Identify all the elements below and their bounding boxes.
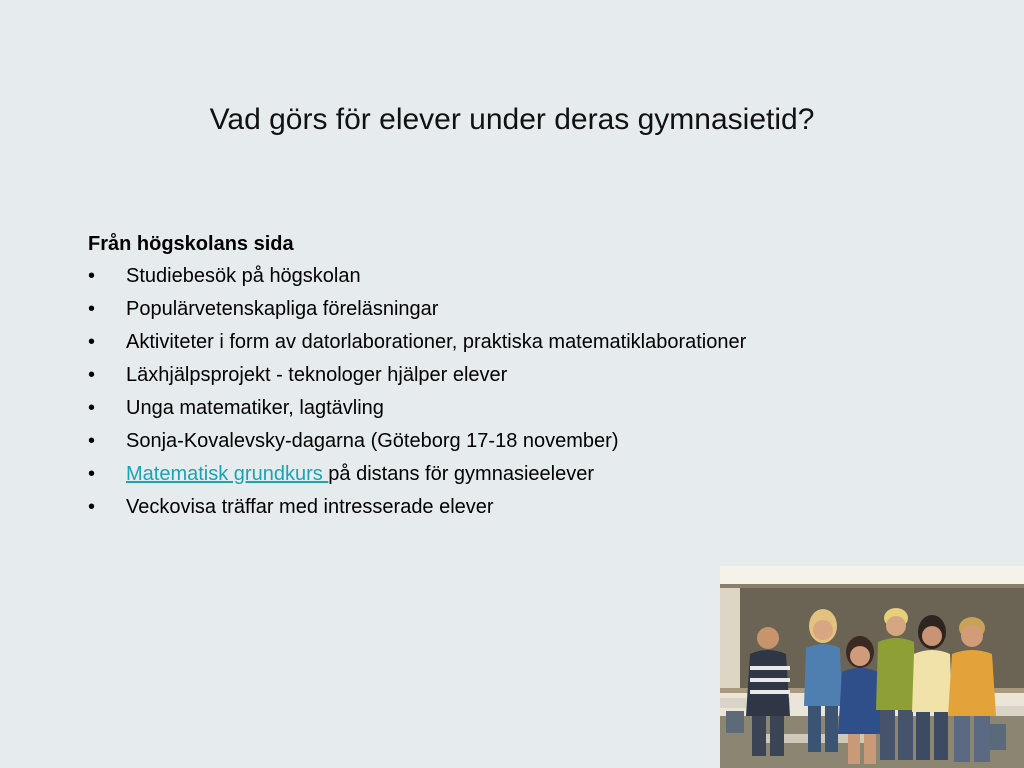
list-item (88, 392, 968, 425)
list-item-text: Veckovisa träffar med intresserade elever (126, 496, 494, 518)
list-item (88, 491, 968, 524)
list-item (88, 260, 968, 293)
bullet-icon: • (88, 430, 96, 452)
bullet-icon: • (88, 331, 96, 353)
list-item-text: Unga matematiker, lagtävling (126, 397, 384, 419)
slide-title: Vad görs för elever under deras gymnasietid? (209, 103, 815, 136)
students-photo (720, 566, 1024, 768)
bullet-icon: • (88, 298, 96, 320)
section-heading: Från högskolans sida (88, 233, 294, 255)
list-item-text: Läxhjälpsprojekt - teknologer hjälper elever (126, 364, 508, 386)
bullet-icon: • (88, 364, 96, 386)
list-item (88, 458, 968, 491)
list-item-text: Studiebesök på högskolan (126, 265, 361, 287)
course-link[interactable]: Matematisk grundkurs (126, 463, 329, 485)
bullet-icon: • (88, 397, 96, 419)
list-item-text: Populärvetenskapliga föreläsningar (126, 298, 439, 320)
list-item (88, 293, 968, 326)
bullet-icon: • (88, 265, 96, 287)
bullet-list (88, 260, 968, 524)
list-item-text: Sonja-Kovalevsky-dagarna (Göteborg 17-18 november) (126, 430, 619, 452)
list-item-text: Aktiviteter i form av datorlaborationer, praktiska matematiklaborationer (126, 331, 747, 353)
list-item-text: på distans för gymnasieelever (328, 463, 594, 485)
bullet-icon: • (88, 463, 96, 485)
slide-content (88, 228, 968, 524)
bullet-icon: • (88, 496, 96, 518)
students-photo-illustration (720, 566, 1024, 768)
list-item (88, 359, 968, 392)
list-item (88, 326, 968, 359)
list-item (88, 425, 968, 458)
